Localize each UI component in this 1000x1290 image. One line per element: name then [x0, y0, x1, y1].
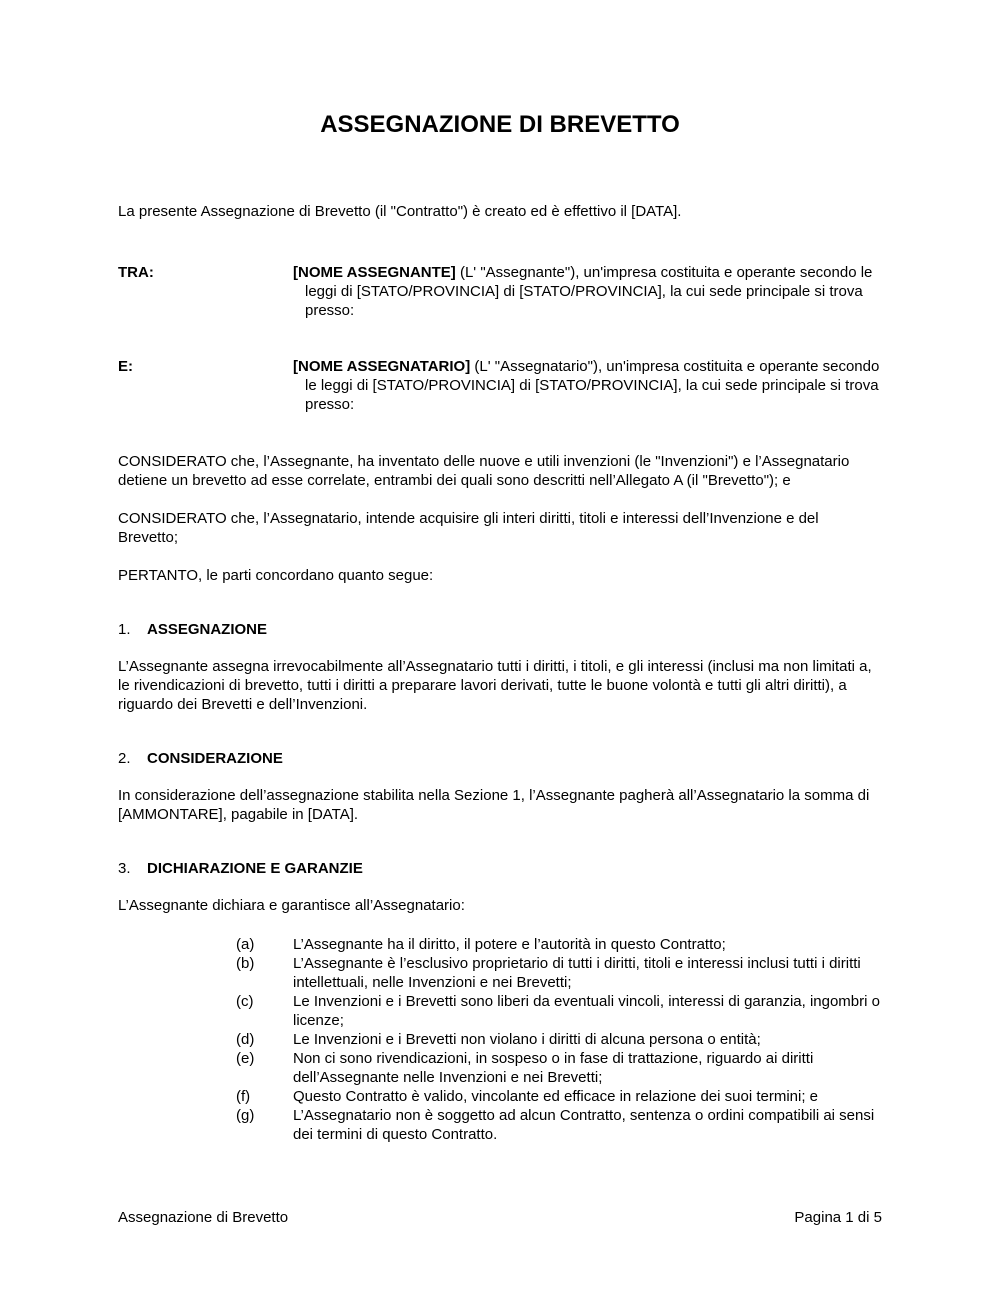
intro-paragraph: La presente Assegnazione di Brevetto (il "Contratto") è creato ed è effettivo il [DATA]. [118, 203, 682, 220]
party-text-assignor [293, 263, 882, 320]
section-body-1: L’Assegnante assegna irrevocabilmente all’Assegnatario tutti i diritti, i titoli, e gli interessi (inclusi ma non limitati a, le rivendicazioni di brevetto, tutti i diritti a preparare lavori derivati, tutte le buone volontà e tutti gli altri diritti), a riguardo dei Brevetti e dell’Invenzioni. [118, 658, 872, 713]
footer-document-name: Assegnazione di Brevetto [118, 1209, 289, 1226]
party-text-assignee [293, 357, 882, 414]
section-number-1: 1. [118, 621, 131, 638]
warranty-item-a [236, 935, 882, 954]
section-heading-3 [118, 859, 882, 878]
section-body-2: In considerazione dell’assegnazione stabilita nella Sezione 1, l’Assegnante pagherà all’Assegnatario la somma di [AMMONTARE], pagabile in [DATA]. [118, 787, 870, 823]
party-label-tra: TRA: [118, 264, 154, 281]
section-number-3: 3. [118, 860, 131, 877]
party-label-e: E: [118, 358, 133, 375]
recital-therefore: PERTANTO, le parti concordano quanto segue: [118, 567, 434, 584]
recital-whereas-1: CONSIDERATO che, l’Assegnante, ha inventato delle nuove e utili invenzioni (le "Invenzioni") e l’Assegnatario detiene un brevetto ad esse correlate, entrambi dei quali sono descritti nell’Allegato A (il "Brevetto"); e [118, 453, 850, 489]
warranty-text-e: Non ci sono rivendicazioni, in sospeso o in fase di trattazione, riguardo ai diritti dell’Assegnante nelle Invenzioni e nei Brevetti; [293, 1050, 814, 1086]
section-number-2: 2. [118, 750, 131, 767]
party-row-assignee [118, 357, 882, 414]
assignee-description: (L' "Assegnatario"), un'impresa costituita e operante secondo le leggi di [STATO/PROVINCIA] di [STATO/PROVINCIA], la cui sede principale si trova presso: [305, 358, 880, 413]
warranty-item-b [236, 954, 882, 992]
warranty-marker-c: (c) [236, 993, 254, 1010]
section-heading-2 [118, 749, 882, 768]
warranty-text-b: L’Assegnante è l’esclusivo proprietario di tutti i diritti, titoli e interessi inclusi tutti i diritti intellettuali, nelle Invenzioni e nei Brevetti; [293, 955, 861, 991]
section-title-1: ASSEGNAZIONE [147, 621, 268, 638]
warranty-marker-d: (d) [236, 1031, 255, 1048]
warranty-marker-e: (e) [236, 1050, 255, 1067]
section-title-3: DICHIARAZIONE E GARANZIE [147, 860, 363, 877]
warranty-item-f [236, 1087, 882, 1106]
warranty-text-g: L’Assegnatario non è soggetto ad alcun Contratto, sentenza o ordini compatibili ai sensi dei termini di questo Contratto. [293, 1107, 875, 1143]
assignor-name-placeholder: [NOME ASSEGNANTE] [293, 264, 456, 281]
recital-whereas-2: CONSIDERATO che, l’Assegnatario, intende acquisire gli interi diritti, titoli e interessi dell’Invenzione e del Brevetto; [118, 510, 819, 546]
document-title: ASSEGNAZIONE DI BREVETTO [320, 111, 680, 138]
warranty-marker-a: (a) [236, 936, 255, 953]
warranty-text-a: L’Assegnante ha il diritto, il potere e l’autorità in questo Contratto; [293, 936, 726, 953]
assignee-name-placeholder: [NOME ASSEGNATARIO] [293, 358, 471, 375]
warranty-text-c: Le Invenzioni e i Brevetti sono liberi da eventuali vincoli, interessi di garanzia, ingombri o licenze; [293, 993, 880, 1029]
section-body-3: L’Assegnante dichiara e garantisce all’Assegnatario: [118, 897, 465, 914]
party-row-assignor [118, 263, 882, 320]
warranty-text-d: Le Invenzioni e i Brevetti non violano i diritti di alcuna persona o entità; [293, 1031, 761, 1048]
warranty-text-f: Questo Contratto è valido, vincolante ed efficace in relazione dei suoi termini; e [293, 1088, 819, 1105]
page-footer [118, 1208, 882, 1227]
warranty-marker-b: (b) [236, 955, 255, 972]
warranty-marker-g: (g) [236, 1107, 255, 1124]
section-heading-1 [118, 620, 882, 639]
warranty-item-c [236, 992, 882, 1030]
section-title-2: CONSIDERAZIONE [147, 750, 283, 767]
warranty-item-g [236, 1106, 882, 1144]
warranty-item-d [236, 1030, 882, 1049]
warranty-item-e [236, 1049, 882, 1087]
assignor-description: (L' "Assegnante"), un'impresa costituita e operante secondo le leggi di [STATO/PROVINCIA] di [STATO/PROVINCIA], la cui sede principale si trova presso: [305, 264, 873, 319]
footer-page-number: Pagina 1 di 5 [794, 1209, 882, 1226]
warranty-marker-f: (f) [236, 1088, 251, 1105]
warranty-list [118, 935, 882, 1144]
